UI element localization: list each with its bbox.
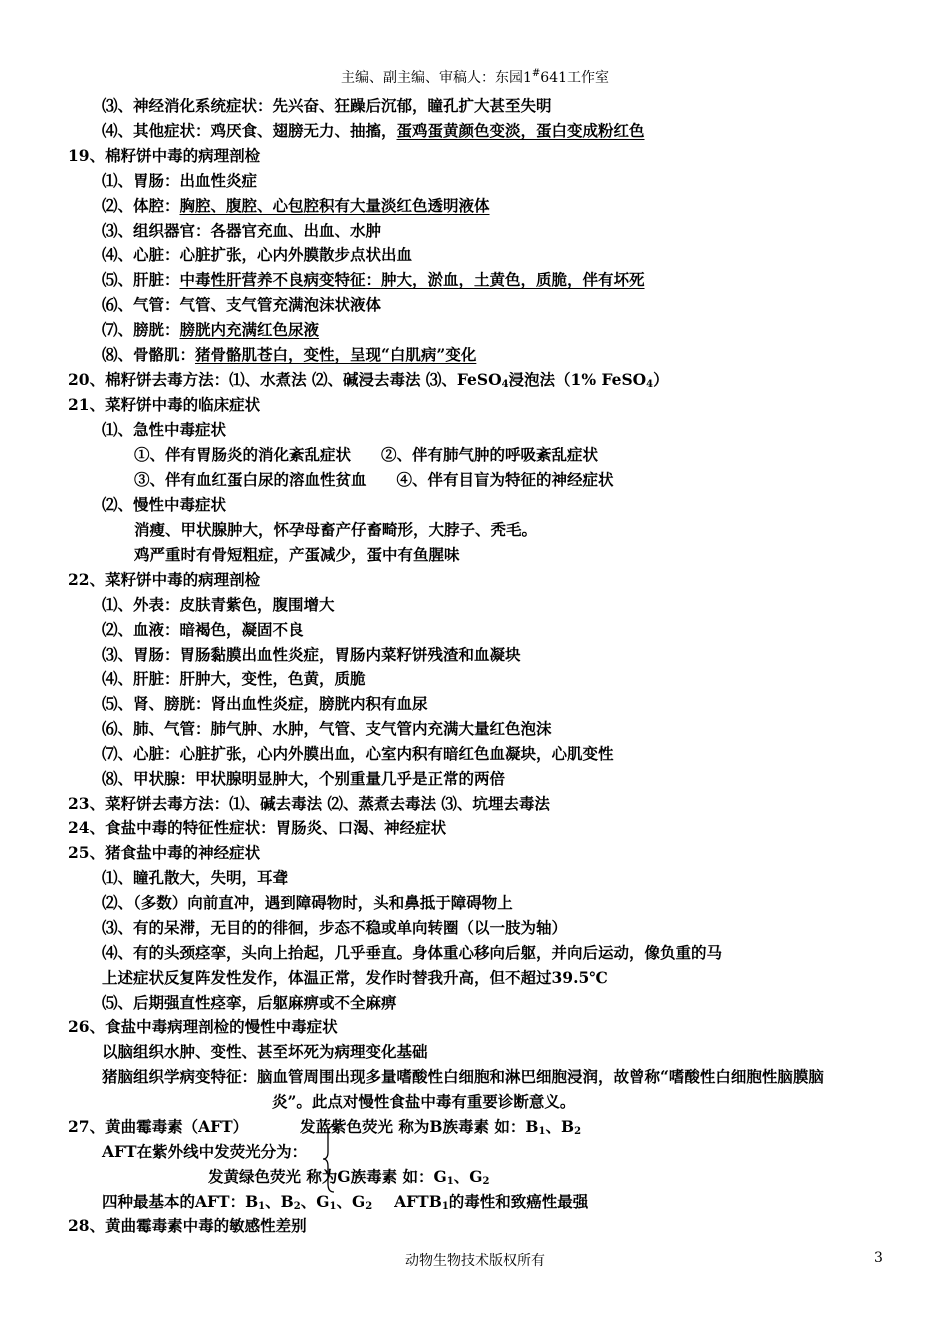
section-heading: 22、菜籽饼中毒的病理剖检 bbox=[68, 570, 261, 589]
section-heading: 27、黄曲霉毒素（AFT） bbox=[68, 1117, 249, 1136]
text-line: 上述症状反复阵发性发作，体温正常，发作时替我升高，但不超过39.5℃ bbox=[102, 968, 608, 987]
text-line: AFT在紫外线中发荧光分为： bbox=[102, 1142, 308, 1161]
section-heading: 23、菜籽饼去毒方法：⑴、碱去毒法 ⑵、蒸煮去毒法 ⑶、坑埋去毒法 bbox=[68, 794, 550, 813]
text-line: 炎”。此点对慢性食盐中毒有重要诊断意义。 bbox=[272, 1092, 576, 1111]
text-line: 猪脑组织学病变特征：脑血管周围出现多量嗜酸性白细胞和淋巴细胞浸润，故曾称“嗜酸性白细胞性脑膜脑 bbox=[102, 1067, 824, 1086]
section-heading: 24、食盐中毒的特征性症状：胃肠炎、口渴、神经症状 bbox=[68, 818, 447, 837]
text-line: 发蓝紫色荧光 称为B族毒素 如：$B_1$、$B_2$ bbox=[300, 1117, 582, 1137]
text-line: ⑺、心脏：心脏扩张，心内外膜出血，心室内积有暗红色血凝块，心肌变性 bbox=[102, 744, 614, 763]
text-line: ⑶、有的呆滞，无目的的徘徊，步态不稳或单向转圈（以一肢为轴） bbox=[102, 918, 568, 937]
page-header: 主编、副主编、审稿人：东园1#641工作室 bbox=[340, 68, 610, 86]
section-heading: 25、猪食盐中毒的神经症状 bbox=[68, 843, 261, 862]
text-line: ⑵、（多数）向前直冲，遇到障碍物时，头和鼻抵于障碍物上 bbox=[102, 893, 513, 912]
text-line: ⑴、胃肠：出血性炎症 bbox=[102, 171, 258, 190]
text-line: ⑶、胃肠：胃肠黏膜出血性炎症，胃肠内菜籽饼残渣和血凝块 bbox=[102, 645, 521, 664]
text-line: ⑶、组织器官：各器官充血、出血、水肿 bbox=[102, 221, 382, 240]
section-heading: 19、棉籽饼中毒的病理剖检 bbox=[68, 146, 261, 165]
text-line: 发黄绿色荧光 称为G族毒素 如：$G_1$、$G_2$ bbox=[208, 1167, 490, 1187]
text-line: ③、伴有血红蛋白尿的溶血性贫血 ④、伴有目盲为特征的神经症状 bbox=[134, 470, 614, 489]
text-line: ①、伴有胃肠炎的消化紊乱症状 ②、伴有肺气肿的呼吸紊乱症状 bbox=[134, 445, 599, 464]
text-line: ⑹、肺、气管：肺气肿、水肿，气管、支气管内充满大量红色泡沫 bbox=[102, 719, 552, 738]
text-line: 四种最基本的AFT：$B_1$、$B_2$、$G_1$、$G_2$ $AFTB_1$的毒性和致癌性最强 bbox=[102, 1192, 589, 1212]
text-line: ⑸、肝脏：中毒性肝营养不良病变特征：肿大，淤血，土黄色，质脆，伴有坏死 bbox=[102, 270, 645, 289]
text-line: 以脑组织水肿、变性、甚至坏死为病理变化基础 bbox=[102, 1042, 428, 1061]
text-line: ⑸、后期强直性痉挛，后躯麻痹或不全麻痹 bbox=[102, 993, 397, 1012]
text-line: ⑻、骨骼肌：猪骨骼肌苍白，变性，呈现“白肌病”变化 bbox=[102, 345, 477, 364]
text-line: 消瘦、甲状腺肿大，怀孕母畜产仔畜畸形，大脖子、秃毛。 bbox=[134, 520, 538, 539]
text-line: ⑷、肝脏：肝肿大，变性，色黄，质脆 bbox=[102, 669, 366, 688]
text-line: ⑴、瞳孔散大，失明，耳聋 bbox=[102, 868, 289, 887]
text-line: ⑷、其他症状：鸡厌食、翅膀无力、抽搐，蛋鸡蛋黄颜色变淡，蛋白变成粉红色 bbox=[102, 121, 645, 140]
brace-icon bbox=[322, 1124, 336, 1194]
text-line: 鸡严重时有骨短粗症，产蛋减少，蛋中有鱼腥味 bbox=[134, 545, 460, 564]
page-footer: 动物生物技术版权所有 bbox=[405, 1253, 545, 1269]
text-line: ⑵、体腔：胸腔、腹腔、心包腔积有大量淡红色透明液体 bbox=[102, 196, 490, 215]
section-heading: 28、黄曲霉毒素中毒的敏感性差别 bbox=[68, 1216, 307, 1235]
text-line: ⑷、有的头颈痉挛，头向上抬起，几乎垂直。身体重心移向后躯，并向后运动，像负重的马 bbox=[102, 943, 723, 962]
section-heading: 20、棉籽饼去毒方法：⑴、水煮法 ⑵、碱浸去毒法 ⑶、FeSO$_4$浸泡法（1% FeSO$_4$） bbox=[68, 370, 669, 390]
section-heading: 26、食盐中毒病理剖检的慢性中毒症状 bbox=[68, 1017, 338, 1036]
text-line: ⑵、血液：暗褐色，凝固不良 bbox=[102, 620, 304, 639]
text-line: ⑺、膀胱：膀胱内充满红色尿液 bbox=[102, 320, 320, 339]
text-line: ⑻、甲状腺：甲状腺明显肿大，个别重量几乎是正常的两倍 bbox=[102, 769, 506, 788]
page-number: 3 bbox=[874, 1250, 883, 1266]
text-line: ⑹、气管：气管、支气管充满泡沫状液体 bbox=[102, 295, 382, 314]
text-line: ⑵、慢性中毒症状 bbox=[102, 495, 227, 514]
text-line: ⑴、急性中毒症状 bbox=[102, 420, 227, 439]
text-line: ⑸、肾、膀胱：肾出血性炎症，膀胱内积有血尿 bbox=[102, 694, 428, 713]
text-line: ⑴、外表：皮肤青紫色，腹围增大 bbox=[102, 595, 335, 614]
section-heading: 21、菜籽饼中毒的临床症状 bbox=[68, 395, 261, 414]
text-line: ⑶、神经消化系统症状：先兴奋、狂躁后沉郁，瞳孔扩大甚至失明 bbox=[102, 96, 552, 115]
text-line: ⑷、心脏：心脏扩张，心内外膜散步点状出血 bbox=[102, 245, 413, 264]
